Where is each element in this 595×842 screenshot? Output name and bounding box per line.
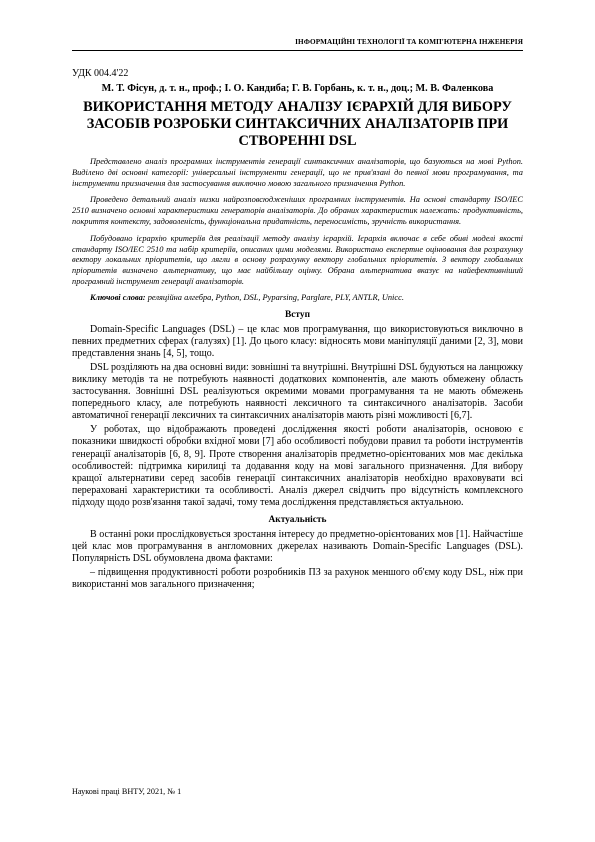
section-relevance xyxy=(72,529,523,591)
keywords-label: Ключові слова: xyxy=(90,292,146,302)
abstract xyxy=(72,157,523,304)
abstract-paragraph: Представлено аналіз програмних інструментів генерації синтаксичних аналізаторів, що базуються на мові Python. Виділено дві основні категорії: універсальні інструменти генерації, що не прив'язані до певної мови програмування, та інструменти призначення для застосування виключно мовою загального призначення Python. xyxy=(72,157,523,188)
body-paragraph: Domain-Specific Languages (DSL) – це клас мов програмування, що використовуються виключно в певних предметних сферах (галузях) [1]. До цього класу: відносять мови маніпуляції даними [2, 3], мови представлення знань [4, 5], тощо. xyxy=(72,323,523,359)
article-title: ВИКОРИСТАННЯ МЕТОДУ АНАЛІЗУ ІЄРАРХІЙ ДЛЯ ВИБОРУ ЗАСОБІВ РОЗРОБКИ СИНТАКСИЧНИХ АНАЛІЗАТОРІВ ПРИ СТВОРЕННІ DSL xyxy=(83,99,512,149)
header-rule xyxy=(72,50,523,51)
section-title-relevance: Актуальність xyxy=(268,514,327,525)
footer-citation: Наукові праці ВНТУ, 2021, № 1 xyxy=(72,787,182,796)
running-head: ІНФОРМАЦІЙНІ ТЕХНОЛОГІЇ ТА КОМП'ЮТЕРНА ІНЖЕНЕРІЯ xyxy=(295,38,523,46)
abstract-paragraph: Побудовано ієрархію критеріїв для реалізації методу аналізу ієрархій. Ієрархія включає в себе обиві моделі якості стандарту ISO/IEC 2510 та набір критеріїв, описаних цими моделями. Використано експертне оцінювання для розрахунку вектору локальних пріоритетів, що лягли в основу розрахунку вектору глобальних пріоритетів. З вектору глобальних пріоритетів визначено альтернативу, що має найбільшу оцінку. Обрана альтернатива вказує на найефективніший програмний інструмент генерації аналізаторів. xyxy=(72,233,523,286)
section-title-introduction: Вступ xyxy=(285,309,310,320)
keywords xyxy=(72,293,523,304)
body-paragraph: В останні роки прослідковується зростання інтересу до предметно-орієнтованих мов [1]. Найчастіше цей клас мов програмування в англомовних джерелах називають Domain-Specific Languages (DSL). Популярність DSL обумовлена двома фактами: xyxy=(72,528,523,565)
body-paragraph: У роботах, що відображають проведені дослідження якості роботи аналізаторів, основою є показники швидкості обробки вхідної мови [7] або особливості побудови правил та роботи інструментів генерації аналізаторів [6, 8, 9]. Проте створення аналізаторів предметно-орієнтованих мов має декілька особливостей: підтримка кирилиці та додавання коду на мові загального призначення. Для вибору кращої альтернативи серед засобів генерації синтаксичних аналізаторів необхідно враховувати всі перераховані характеристики та особливості. Аналіз джерел свідчить про відсутність комплексного підходу щодо розв'язання такої задачі, тому тема дослідження представляється актуальною. xyxy=(72,424,523,508)
author-list: М. Т. Фісун, д. т. н., проф.; І. О. Кандиба; Г. В. Горбань, к. т. н., доц.; М. В. Фаленкова xyxy=(101,83,494,94)
list-item: – підвищення продуктивності роботи розробників ПЗ за рахунок меншого об'єму коду DSL, ніж при використанні мов загального призначення; xyxy=(72,567,523,591)
body-paragraph: DSL розділяють на два основні види: зовнішні та внутрішні. Внутрішні DSL будуються на ланцюжку виклику методів та не потребують наявності додаткових компонентів, але мають обмежену область застосування. Зовнішні DSL реалізуються окремими мовами програмування та не мають обмежень попереднього класу, але потребують наявності лексичного та синтаксичного аналізаторів. Засоби автоматичної генерації лексичних та синтаксичних аналізаторів мають різні можливості [6,7]. xyxy=(72,361,523,422)
udc-code: УДК 004.4'22 xyxy=(72,68,129,79)
abstract-paragraph: Проведено детальний аналіз низки найрозповсюдженіших програмних інструментів. На основі стандарту ISO/IEC 2510 визначено основні характеристики генераторів аналізаторів. До обраних характеристик належать: продуктивність, покриття контексту, задоволеність, функціональна придатність, переносимість, зручність використання. xyxy=(72,195,523,226)
keywords-list: реляційна алгебра, Python, DSL, Pyparsing, Parglare, PLY, ANTLR, Unicc. xyxy=(147,292,404,302)
section-introduction xyxy=(72,324,523,509)
article-content xyxy=(72,68,523,593)
